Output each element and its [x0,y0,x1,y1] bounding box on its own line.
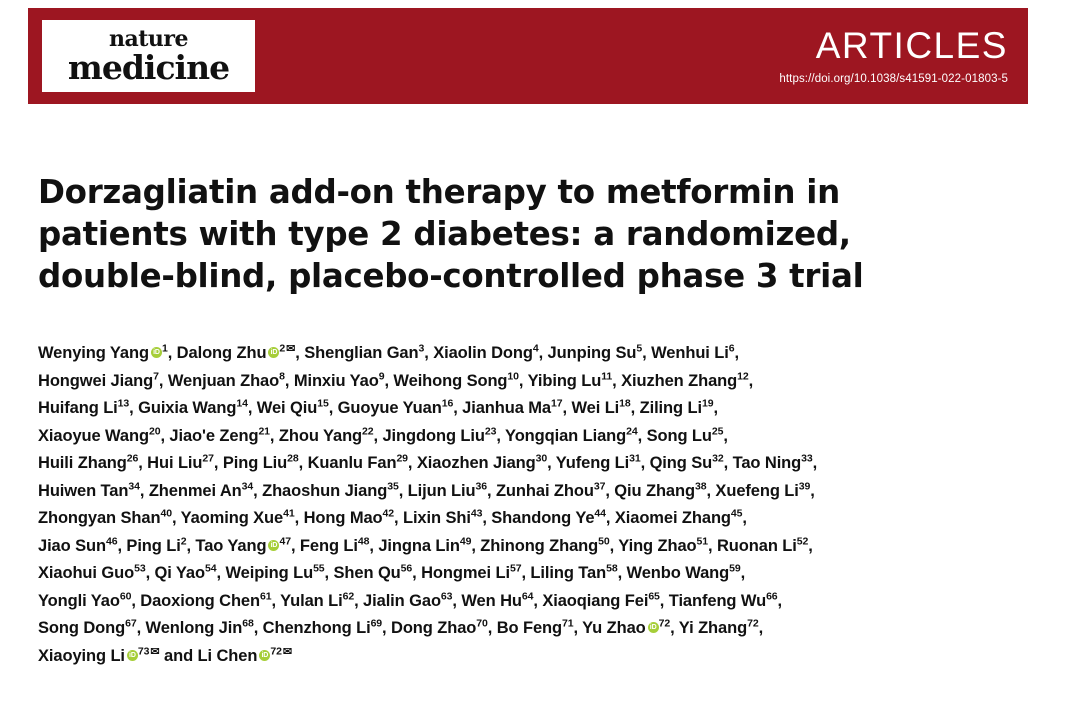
affiliation-marker: 30 [535,452,548,465]
author-line: Xiaoyue Wang$^{20}$, Jiao'e Zeng$^{21}$, Zhou Yang$^{22}$, Jingdong Liu$^{23}$, Yongqian Liang$^{24}$, Song Lu$^{25}$, [38,425,728,445]
affiliation-marker: 60 [119,590,132,603]
affiliation-marker: 3 [418,342,425,355]
affiliation-marker: 16 [441,397,454,410]
orcid-icon[interactable] [268,540,279,551]
affiliation-marker: 23 [484,425,497,438]
author-line: Huiwen Tan$^{34}$, Zhenmei An$^{34}$, Zhaoshun Jiang$^{35}$, Lijun Liu$^{36}$, Zunhai Zhou$^{37}$, Qiu Zhang$^{38}$, Xuefeng Li$^{39}$, [38,480,815,500]
affiliation-marker: 65 [648,590,660,603]
affiliation-marker: 21 [258,425,270,438]
affiliation-marker: 68 [242,617,254,630]
affiliation-marker: 22 [362,425,374,438]
affiliation-marker: 49 [459,535,472,548]
author-line: Xiaohui Guo$^{53}$, Qi Yao$^{54}$, Weiping Lu$^{55}$, Shen Qu$^{56}$, Hongmei Li$^{57}$, Liling Tan$^{58}$, Wenbo Wang$^{59}$, [38,562,746,583]
affiliation-marker: 20 [148,425,161,438]
affiliation-marker: 13 [117,397,130,410]
affiliation-marker: 18 [619,397,631,410]
affiliation-marker: 47 [279,535,291,548]
page-title: Dorzagliatin add-on therapy to metformin in patients with type 2 diabetes: a randomized, double-blind, placebo-controlled phase 3 trial [38,172,864,295]
affiliation-marker: 55 [313,562,325,575]
affiliation-marker: 33 [801,452,813,465]
affiliation-marker: 2 [180,535,187,548]
affiliation-marker: 61 [259,590,272,603]
author-line: Hongwei Jiang$^7$, Wenjuan Zhao$^8$, Minxiu Yao$^9$, Weihong Song$^{10}$, Yibing Lu$^{11}$, Xiuzhen Zhang$^{12}$, [38,370,754,390]
affiliation-marker: 31 [629,452,641,465]
affiliation-marker: 25 [711,425,724,438]
author-line: Jiao Sun$^{46}$, Ping Li$^2$, Tao Yang iD $^{47}$, Feng Li$^{48}$, Jingna Lin$^{49}$, Zhinong Zhang$^{50}$, Ying Zhao$^{51}$, Ruonan Li$^{52}$, [38,533,998,561]
affiliation-marker: 37 [593,480,606,493]
author-line: Song Dong$^{67}$, Wenlong Jin$^{68}$, Chenzhong Li$^{69}$, Dong Zhao$^{70}$, Bo Feng$^{71}$, Yu Zhao iD $^{72}$, Yi Zhang$^{72}$, [38,615,998,643]
affiliation-marker: 10 [507,370,519,383]
affiliation-marker: 70 [476,617,488,630]
affiliation-marker: 36 [475,480,487,493]
affiliation-marker: 2 [279,342,286,355]
author-line: Zhongyan Shan$^{40}$, Yaoming Xue$^{41}$, Hong Mao$^{42}$, Lixin Shi$^{43}$, Shandong Ye$^{44}$, Xiaomei Zhang$^{45}$, [38,507,747,528]
affiliation-marker: 72 [658,617,671,630]
affiliation-marker: 54 [205,562,217,575]
affiliation-marker: 15 [317,397,329,410]
logo-line-nature: nature [109,26,188,52]
affiliation-marker: 40 [160,507,172,520]
affiliation-marker: 63 [440,590,453,603]
affiliation-marker: 5 [636,342,643,355]
affiliation-marker: 53 [134,562,146,575]
affiliation-marker: 48 [357,535,370,548]
affiliation-marker: 41 [283,507,295,520]
affiliation-marker: 39 [798,480,811,493]
author-line: Xiaoying Li iD $^{73}$✉ and Li Chen iD $^{72}$✉ [38,643,998,671]
section-label: ARTICLES [815,25,1008,66]
nature-medicine-logo [42,20,255,92]
banner-right-group [779,27,1016,85]
affiliation-marker: 19 [701,397,714,410]
affiliation-marker: 71 [562,617,574,630]
affiliation-marker: 44 [594,507,606,520]
affiliation-marker: 26 [126,452,139,465]
affiliation-marker: 6 [728,342,735,355]
author-line: Yongli Yao$^{60}$, Daoxiong Chen$^{61}$, Yulan Li$^{62}$, Jialin Gao$^{63}$, Wen Hu$^{64}$, Xiaoqiang Fei$^{65}$, Tianfeng Wu$^{66}$, [38,590,783,610]
doi-link[interactable]: https://doi.org/10.1038/s41591-022-01803-5 [779,73,1008,85]
affiliation-marker: 14 [236,397,248,410]
orcid-icon[interactable] [259,650,270,661]
affiliation-marker: 29 [396,452,408,465]
affiliation-marker: 43 [470,507,483,520]
affiliation-marker: 24 [626,425,638,438]
author-list [38,340,998,671]
affiliation-marker: 51 [696,535,709,548]
affiliation-marker: 17 [551,397,563,410]
affiliation-marker: 66 [766,590,778,603]
affiliation-marker: 73 [137,645,150,658]
author-line: Wenying Yang iD $^1$, Dalong Zhu iD $^2$✉, Shenglian Gan$^3$, Xiaolin Dong$^4$, Junping Su$^5$, Wenhui Li$^6$, [38,340,998,368]
logo-line-medicine: medicine [67,48,230,87]
author-line: Huili Zhang$^{26}$, Hui Liu$^{27}$, Ping Liu$^{28}$, Kuanlu Fan$^{29}$, Xiaozhen Jiang$^{30}$, Yufeng Li$^{31}$, Qing Su$^{32}$, Tao Ning$^{33}$, [38,452,818,473]
affiliation-marker: 58 [606,562,618,575]
affiliation-marker: 4 [532,342,539,355]
orcid-icon[interactable] [151,347,162,358]
affiliation-marker: 52 [796,535,809,548]
affiliation-marker: 50 [598,535,610,548]
affiliation-marker: 62 [342,590,355,603]
affiliation-marker: 69 [370,617,383,630]
affiliation-marker: 57 [509,562,522,575]
orcid-icon[interactable] [648,622,659,633]
affiliation-marker: 56 [400,562,413,575]
affiliation-marker: 64 [521,590,534,603]
affiliation-marker: 34 [241,480,254,493]
affiliation-marker: 35 [387,480,399,493]
affiliation-marker: 67 [125,617,137,630]
affiliation-marker: 38 [694,480,707,493]
affiliation-marker: 46 [105,535,118,548]
author-line: Huifang Li$^{13}$, Guixia Wang$^{14}$, Wei Qiu$^{15}$, Guoyue Yuan$^{16}$, Jianhua Ma$^{17}$, Wei Li$^{18}$, Ziling Li$^{19}$, [38,397,718,418]
affiliation-marker: 9 [378,370,385,383]
affiliation-marker: 42 [382,507,394,520]
affiliation-marker: 32 [712,452,724,465]
affiliation-marker: 72 [270,645,282,658]
affiliation-marker: 11 [601,370,613,383]
affiliation-marker: 59 [729,562,741,575]
affiliation-marker: 27 [202,452,214,465]
affiliation-marker: 8 [279,370,285,383]
affiliation-marker: 7 [153,370,159,383]
affiliation-marker: 34 [128,480,140,493]
affiliation-marker: 45 [730,507,743,520]
journal-header-banner [28,8,1028,104]
affiliation-marker: 72 [747,617,759,630]
affiliation-marker: 28 [287,452,299,465]
orcid-icon[interactable] [127,650,138,661]
affiliation-marker: 12 [737,370,749,383]
affiliation-marker: 1 [161,342,168,355]
orcid-icon[interactable] [268,347,279,358]
